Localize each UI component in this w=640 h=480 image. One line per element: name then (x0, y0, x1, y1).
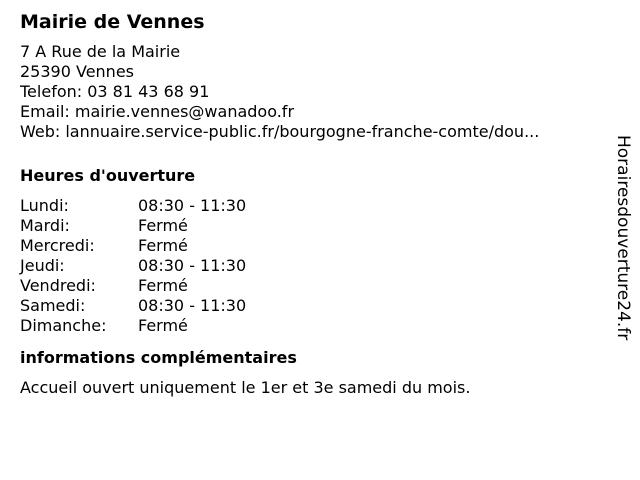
day-label: Vendredi: (20, 276, 96, 295)
address-line-1: 7 A Rue de la Mairie (20, 42, 181, 61)
hours-row-mardi (20, 216, 600, 236)
time-value: Fermé (138, 276, 188, 295)
address-line-2: 25390 Vennes (20, 62, 134, 81)
hours-row-dimanche (20, 316, 600, 336)
site-watermark: Horairesdouverture24.fr (613, 135, 633, 341)
hours-table (20, 196, 600, 336)
info-heading: informations complémentaires (20, 348, 297, 367)
place-card (20, 10, 600, 398)
hours-row-samedi (20, 296, 600, 316)
day-label: Samedi: (20, 296, 86, 315)
hours-row-lundi (20, 196, 600, 216)
hours-row-jeudi (20, 256, 600, 276)
hours-row-vendredi (20, 276, 600, 296)
info-text: Accueil ouvert uniquement le 1er et 3e samedi du mois. (20, 378, 471, 397)
web-line: Web: lannuaire.service-public.fr/bourgogne-franche-comte/dou... (20, 122, 540, 141)
place-name: Mairie de Vennes (20, 11, 205, 33)
email-line: Email: mairie.vennes@wanadoo.fr (20, 102, 295, 121)
hours-row-mercredi (20, 236, 600, 256)
time-value: 08:30 - 11:30 (138, 296, 247, 315)
hours-heading: Heures d'ouverture (20, 166, 196, 185)
day-label: Mardi: (20, 216, 70, 235)
time-value: 08:30 - 11:30 (138, 196, 247, 215)
day-label: Jeudi: (20, 256, 65, 275)
day-label: Dimanche: (20, 316, 107, 335)
time-value: Fermé (138, 216, 188, 235)
day-label: Lundi: (20, 196, 69, 215)
phone-line: Telefon: 03 81 43 68 91 (20, 82, 210, 101)
time-value: Fermé (138, 236, 188, 255)
day-label: Mercredi: (20, 236, 95, 255)
time-value: 08:30 - 11:30 (138, 256, 247, 275)
time-value: Fermé (138, 316, 188, 335)
